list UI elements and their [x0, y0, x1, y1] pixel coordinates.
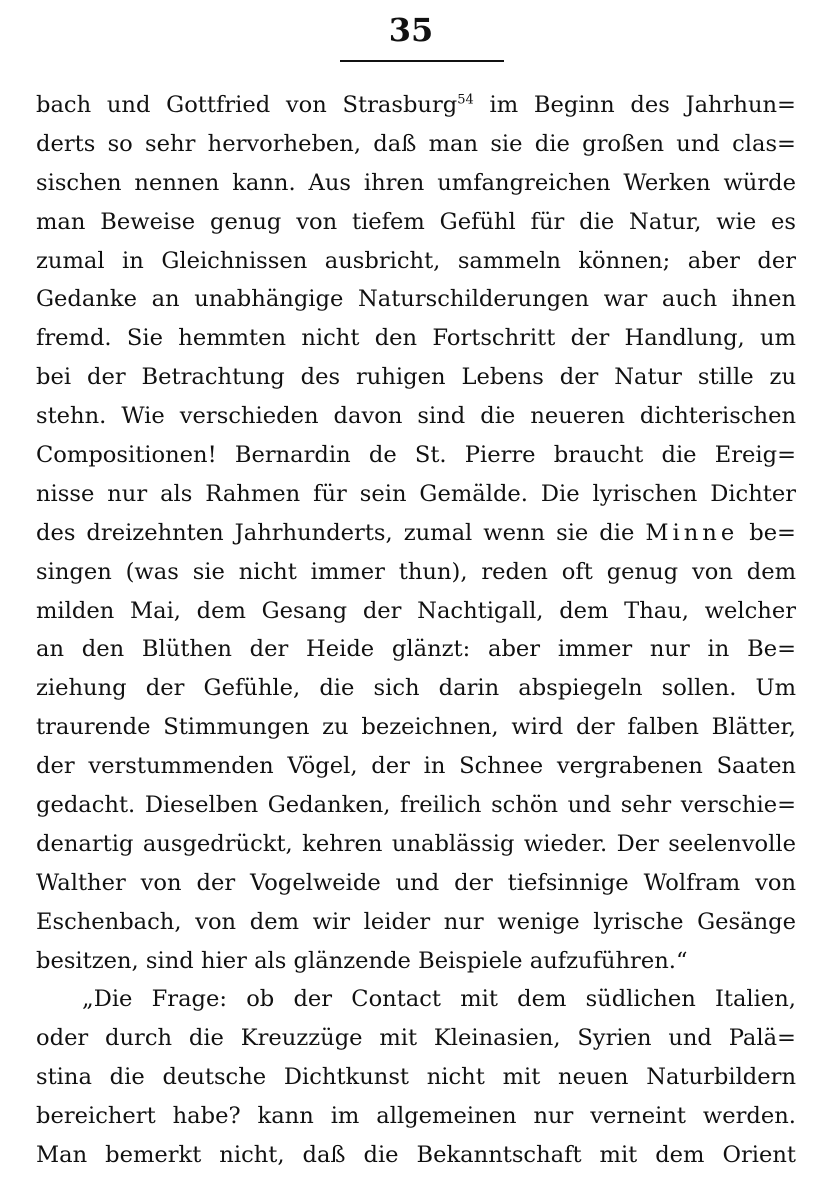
body-text	[36, 86, 796, 1175]
text-line: bei der Betrachtung des ruhigen Lebens der Natur stille zu	[36, 364, 796, 391]
text-line	[36, 86, 796, 125]
text-line: besitzen, sind hier als glänzende Beispiele aufzuführen.“	[36, 947, 688, 974]
text-line: bereichert habe? kann im allgemeinen nur verneint werden.	[36, 1103, 796, 1130]
text-line: derts so sehr hervorheben, daß man sie die großen und clas=	[36, 130, 796, 157]
text-line: Gedanke an unabhängige Naturschilderungen war auch ihnen	[36, 286, 796, 313]
text-line	[36, 514, 796, 553]
text-line: ziehung der Gefühle, die sich darin abspiegeln sollen. Um	[36, 675, 796, 702]
text-line-end: im Beginn des Jahrhun=	[473, 92, 796, 118]
text-line: Eschenbach, von dem wir leider nur wenige lyrische Gesänge	[36, 908, 796, 935]
text-line: stina die deutsche Dichtkunst nicht mit neuen Naturbildern	[36, 1064, 796, 1091]
text-line: stehn. Wie verschieden davon sind die neueren dichterischen	[36, 403, 796, 430]
text-line: Compositionen! Bernardin de St. Pierre braucht die Ereig=	[36, 442, 796, 469]
text-line: Man bemerkt nicht, daß die Bekanntschaft mit dem Orient	[36, 1142, 796, 1169]
footnote-reference: 54	[457, 92, 474, 108]
text-line: „Die Frage: ob der Contact mit dem südlichen Italien,	[82, 986, 796, 1013]
text-line-start: des dreizehnten Jahrhunderts, zumal wenn sie die	[36, 519, 646, 546]
emphasized-word: Minne	[645, 519, 739, 546]
text-line: sischen nennen kann. Aus ihren umfangreichen Werken würde	[36, 169, 796, 196]
text-line: an den Blüthen der Heide glänzt: aber immer nur in Be=	[36, 636, 796, 663]
text-line: oder durch die Kreuzzüge mit Kleinasien, Syrien und Palä=	[36, 1025, 796, 1052]
text-line: zumal in Gleichnissen ausbricht, sammeln können; aber der	[36, 247, 796, 274]
text-line-start: bach und Gottfried von Strasburg	[36, 92, 458, 118]
text-line: der verstummenden Vögel, der in Schnee vergrabenen Saaten	[36, 753, 796, 780]
text-line-end: be=	[738, 519, 796, 546]
text-line: Walther von der Vogelweide und der tiefsinnige Wolfram von	[36, 869, 796, 896]
text-line: gedacht. Dieselben Gedanken, freilich schön und sehr verschie=	[36, 792, 796, 819]
text-line: traurende Stimmungen zu bezeichnen, wird der falben Blätter,	[36, 714, 796, 741]
text-line: nisse nur als Rahmen für sein Gemälde. Die lyrischen Dichter	[36, 480, 796, 507]
text-line: singen (was sie nicht immer thun), reden oft genug von dem	[36, 558, 796, 585]
text-line: denartig ausgedrückt, kehren unablässig wieder. Der seelenvolle	[36, 830, 796, 857]
text-line: milden Mai, dem Gesang der Nachtigall, dem Thau, welcher	[36, 597, 796, 624]
text-line: man Beweise genug von tiefem Gefühl für die Natur, wie es	[36, 208, 796, 235]
text-line: fremd. Sie hemmten nicht den Fortschritt der Handlung, um	[36, 325, 796, 352]
header-rule	[340, 60, 504, 62]
page-number: 35	[388, 11, 434, 49]
